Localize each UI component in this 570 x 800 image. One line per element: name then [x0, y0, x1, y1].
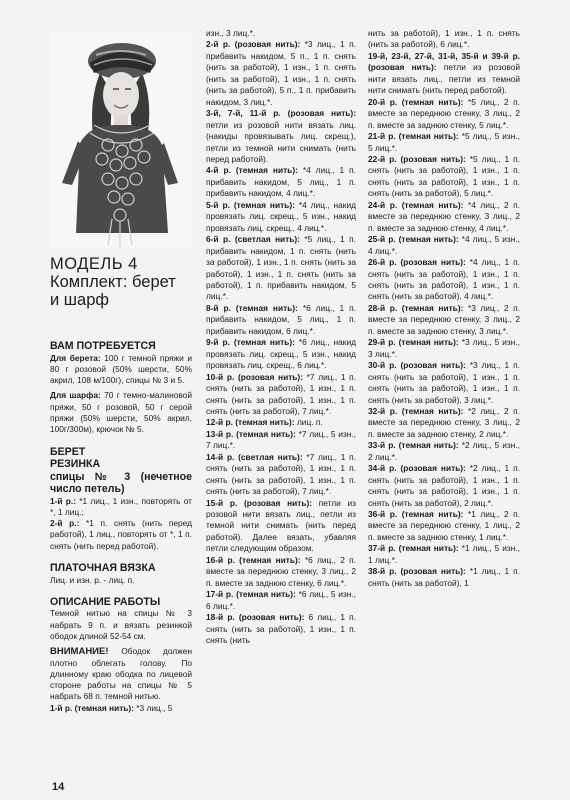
model-number: МОДЕЛЬ 4 — [50, 255, 138, 273]
instruction-row-label: 22-й р. (розовая нить): — [368, 153, 466, 164]
instruction-row — [368, 566, 520, 589]
platochnaya-heading: ПЛАТОЧНАЯ ВЯЗКА — [50, 562, 156, 575]
materials-beret-label: Для берета: — [50, 352, 101, 363]
instruction-row — [206, 372, 356, 418]
instruction-row-text: *3 лиц., 2 п. вместе за переднюю стенку, 3 лиц., 2 п. вместе за заднюю стенку, 3 лиц.*. — [368, 302, 520, 336]
description-row-1 — [50, 703, 192, 714]
instruction-row-label: 38-й р. (розовая нить): — [368, 566, 466, 577]
instruction-row — [206, 452, 356, 498]
instruction-row-text: лиц. п. — [294, 417, 323, 428]
instruction-row — [206, 589, 356, 612]
instruction-row-text: *7 лиц., 1 п. снять (нить за работой), 1 изн., 1 п. снять (нить за работой), 1 изн., 1 п. снять (нить за работой), 7 лиц.*. — [206, 371, 356, 416]
rib-heading: РЕЗИНКА — [50, 458, 101, 471]
instruction-row — [368, 154, 520, 200]
beret-row-2 — [50, 518, 192, 552]
instruction-row-label: 3-й, 7-й, 11-й р. (розовая нить): — [206, 108, 356, 119]
instruction-row — [206, 234, 356, 303]
materials-scarf-label: Для шарфа: — [50, 390, 101, 401]
instruction-row — [368, 131, 520, 154]
column-left — [50, 340, 192, 714]
instruction-row-label: 37-й р. (темная нить): — [368, 543, 459, 554]
beret-row-2-label: 2-й р.: — [50, 518, 80, 529]
instruction-row — [368, 51, 520, 97]
instruction-row-text: 6 лиц., 1 п. снять (нить за работой), 1 изн., 1 п. снять (нить — [206, 612, 356, 646]
column-middle — [206, 28, 356, 646]
instruction-row — [206, 417, 356, 428]
instruction-row — [368, 360, 520, 406]
instruction-row-label: 15-й р. (розовая нить): — [206, 497, 313, 508]
rib-needles: спицы № 3 (нечетное число петель) — [50, 470, 192, 496]
instruction-row — [206, 200, 356, 234]
instruction-row — [368, 303, 520, 337]
materials-beret-text: 100 г темной пряжи и 80 г розовой (50% шерсти, 50% акрил, 108 м/100г), спицы № 3 и 5. — [50, 352, 192, 386]
instruction-row — [206, 555, 356, 589]
attention-note — [50, 646, 192, 702]
beret-row-1-label: 1-й р.: — [50, 495, 76, 506]
model-title — [50, 255, 195, 309]
instruction-row-text: *3 лиц., 5 изн., 3 лиц.*. — [368, 337, 520, 359]
instruction-row-label: 8-й р. (темная нить): — [206, 302, 298, 313]
instruction-row-label: 34-й р. (розовая нить): — [368, 463, 466, 474]
description-row-1-label: 1-й р. (темная нить): — [50, 702, 134, 713]
instruction-row-label: 12-й р. (темная нить): — [206, 417, 295, 428]
instruction-row — [368, 509, 520, 543]
instruction-row-text: петли из розовой нити вязать лиц., петли из темной нити снимать (нить перед работой). — [368, 62, 520, 96]
materials-heading: ВАМ ПОТРЕБУЕТСЯ — [50, 340, 156, 352]
instruction-row-label: 26-й р. (розовая нить): — [368, 257, 466, 268]
instruction-row-text: *4 лиц., 1 п. снять (нить за работой), 1 изн., 1 п. снять (нить за работой), 1 изн., 1 п. снять (нить за работой), 4 лиц.*. — [368, 257, 520, 302]
instruction-row-text: *1 лиц., 2 п. вместе за переднюю стенку, 1 лиц., 2 п. вместе за заднюю стенку, 1 лиц.*. — [368, 509, 520, 542]
instruction-row-text: *7 лиц., 5 изн., 7 лиц.*. — [206, 428, 356, 451]
instruction-row-text: *6 лиц., 5 изн., 6 лиц.*. — [206, 589, 356, 611]
instruction-row — [206, 337, 356, 371]
instruction-row-text: *5 лиц., 1 п. снять (нить за работой), 1 изн., 1 п. снять (нить за работой), 1 изн., 1 п. снять (нить за работой), 5 лиц.*. — [368, 153, 520, 199]
beret-heading: БЕРЕТ — [50, 445, 86, 458]
instruction-row-text: *4 лиц., 5 изн., 4 лиц.*. — [368, 234, 520, 256]
instruction-row-text: *6 лиц., 1 п. прибавить накидом, 5 лиц., 1 п. прибавить накидом, 6 лиц.*. — [206, 302, 356, 336]
instruction-row-label: 20-й р. (темная нить): — [368, 96, 464, 107]
materials-beret — [50, 353, 192, 387]
beret-row-1-text: *1 лиц., 1 изн., повторять от *, 1 лиц.; — [50, 495, 192, 517]
description-text: Темной нитью на спицы № 3 набрать 9 п. и вязать резинкой ободок длиной 52-54 см. — [50, 608, 192, 641]
instruction-row-text: *3 лиц., 1 п. прибавить накидом, 5 п., 1 п. снять (нить за работой), 1 изн., 1 п. снять (нить за работой), 1 изн., 1 п. снять (нить за работой), 5 п., 1 п. прибавить накидом, 3 лиц.*. — [206, 39, 356, 107]
instruction-row-label: 24-й р. (темная нить): — [368, 199, 464, 210]
instruction-row — [368, 463, 520, 509]
instruction-row — [206, 28, 356, 39]
instruction-row-label: 17-й р. (темная нить): — [206, 589, 296, 600]
instruction-row-label: 4-й р. (темная нить): — [206, 165, 298, 176]
instruction-row-label: 10-й р. (розовая нить): — [206, 371, 303, 382]
model-photo-illustration — [50, 33, 192, 249]
instruction-row-text: нить за работой), 1 изн., 1 п. снять (нить за работой), 6 лиц.*. — [368, 28, 520, 50]
instruction-row-text: петли из розовой нити вязать лиц. (накиды провязывать лиц. скрещ.), петли из темной нити снимать (нить перед работой). — [206, 119, 356, 164]
instruction-row — [368, 234, 520, 257]
materials-scarf — [50, 390, 192, 435]
instruction-row-label: 19-й, 23-й, 27-й, 31-й, 35-й и 39-й р. (розовая нить): — [368, 50, 520, 73]
description-heading: ОПИСАНИЕ РАБОТЫ — [50, 595, 161, 608]
instruction-row-label: 28-й р. (темная нить): — [368, 302, 464, 313]
instruction-row-label: 25-й р. (темная нить): — [368, 234, 459, 245]
column-right — [368, 28, 520, 589]
instruction-row-label: 6-й р. (светлая нить): — [206, 234, 300, 245]
instruction-row-text: *6 лиц., накид провязать лиц. скрещ., 5 изн., накид провязать лиц. скрещ., 6 лиц.*. — [206, 337, 356, 371]
instruction-row-text: петли из розовой нити вязать лиц., петли из темной нити снимать (нить перед работой). Далее вязать, убавляя петли следующим образом. — [206, 497, 356, 554]
materials-scarf-text: 70 г темно-малиновой пряжи, 50 г розовой, 50 г серой пряжи (50% шерсти, 50% акрил, 100г/300м), крючок № 5. — [50, 390, 192, 435]
instruction-row-text: *3 лиц., 1 п. снять (нить за работой), 1 изн., 1 п. снять (нить за работой), 1 изн., 1 п. снять (нить за работой), 3 лиц.*. — [368, 360, 520, 405]
attention-text: Ободок должен плотно облегать голову. По длинному краю ободка по лицевой стороне работы на спицы № 5 набрать 68 п. темной нитью. — [50, 646, 192, 702]
instruction-row-label: 33-й р. (темная нить): — [368, 440, 459, 451]
instruction-row-text: *6 лиц., 2 п. вместе за переднюю стенку, 3 лиц., 2 п. вместе за заднюю стенку, 6 лиц.*. — [206, 554, 356, 588]
instruction-row-label: 2-й р. (розовая нить): — [206, 39, 301, 50]
beret-row-2-text: *1 п. снять (нить перед работой), 1 лиц., повторять от *, 1 п. снять (нить перед работой). — [50, 518, 193, 551]
model-photo — [50, 33, 192, 249]
instruction-row — [368, 97, 520, 131]
instruction-row-text: *5 лиц., 2 п. вместе за переднюю стенку, 3 лиц., 2 п. вместе за заднюю стенку, 5 лиц.*. — [368, 96, 520, 130]
instruction-row-label: 21-й р. (темная нить): — [368, 131, 459, 142]
instruction-row-text: *4 лиц., 2 п. вместе за переднюю стенку, 3 лиц., 2 п. вместе за заднюю стенку, 4 лиц.*. — [368, 199, 520, 233]
instruction-row — [368, 406, 520, 440]
instruction-row-text: *4 лиц., накид провязать лиц. скрещ., 5 изн., накид провязать лиц. скрещ., 4 лиц.*. — [206, 199, 356, 233]
instruction-row-text: *2 лиц., 1 п. снять (нить за работой), 1 изн., 1 п. снять (нить за работой), 1 изн., 1 п. снять (нить за работой), 2 лиц.*. — [368, 463, 520, 508]
attention-label: ВНИМАНИЕ! — [50, 646, 109, 658]
model-subtitle-line2: и шарф — [50, 291, 109, 309]
description-row-1-text: *3 лиц., 5 — [133, 702, 173, 713]
instruction-row-label: 9-й р. (темная нить): — [206, 337, 295, 348]
instruction-row-text: *7 лиц., 1 п. снять (нить за работой), 1 изн., 1 п. снять (нить за работой), 1 изн., 1 п. снять (нить за работой), 7 лиц.*. — [206, 451, 356, 497]
instruction-row-label: 30-й р. (розовая нить): — [368, 360, 466, 371]
instruction-row-label: 18-й р. (розовая нить): — [206, 612, 305, 623]
instruction-row — [206, 39, 356, 108]
instruction-row — [206, 498, 356, 555]
instruction-row — [206, 108, 356, 165]
instruction-row-text: изн., 3 лиц.*. — [206, 28, 256, 38]
instruction-row-text: *5 лиц., 1 п. прибавить накидом, 1 п. снять (нить за работой), 1 изн., 1 п. снять (нить за работой), 1 изн., 1 п. снять (нить за работой), 1 п. прибавить накидом, 5 лиц.*. — [206, 234, 356, 302]
instruction-row — [206, 429, 356, 452]
instruction-row-label: 29-й р. (темная нить): — [368, 337, 459, 348]
instruction-row-label: 5-й р. (темная нить): — [206, 199, 295, 210]
instruction-row-label: 13-й р. (темная нить): — [206, 428, 296, 439]
instruction-row — [206, 612, 356, 646]
instruction-row-text: *2 лиц., 2 п. вместе за переднюю стенку, 3 лиц., 2 п. вместе за заднюю стенку, 2 лиц.*. — [368, 405, 520, 439]
instruction-row-text: *1 лиц., 1 п. снять (нить за работой), 1 — [368, 566, 520, 588]
instruction-row — [368, 543, 520, 566]
beret-row-1 — [50, 496, 192, 519]
instruction-row — [368, 200, 520, 234]
instruction-row — [206, 303, 356, 337]
instruction-row — [368, 257, 520, 303]
instruction-row-text: *1 лиц., 5 изн., 1 лиц.*. — [368, 543, 520, 565]
instruction-row — [368, 440, 520, 463]
instruction-row — [368, 337, 520, 360]
instruction-row — [368, 28, 520, 51]
platochnaya-text: Лиц. и изн. р. - лиц. п. — [50, 574, 135, 585]
instruction-row-label: 14-й р. (светлая нить): — [206, 451, 303, 462]
instruction-row-text: *5 лиц., 5 изн., 5 лиц.*. — [368, 131, 520, 153]
page-number: 14 — [52, 781, 65, 793]
instruction-row-label: 36-й р. (темная нить): — [368, 509, 464, 520]
model-subtitle-line1: Комплект: берет — [50, 273, 176, 291]
instruction-row-text: *2 лиц., 5 изн., 2 лиц.*. — [368, 440, 520, 462]
instruction-row-label: 32-й р. (темная нить): — [368, 405, 464, 416]
instruction-row — [206, 165, 356, 199]
instruction-row-text: *4 лиц., 1 п. прибавить накидом, 5 лиц., 1 п. прибавить накидом, 4 лиц.*. — [206, 165, 356, 199]
instruction-row-label: 16-й р. (темная нить): — [206, 554, 301, 565]
